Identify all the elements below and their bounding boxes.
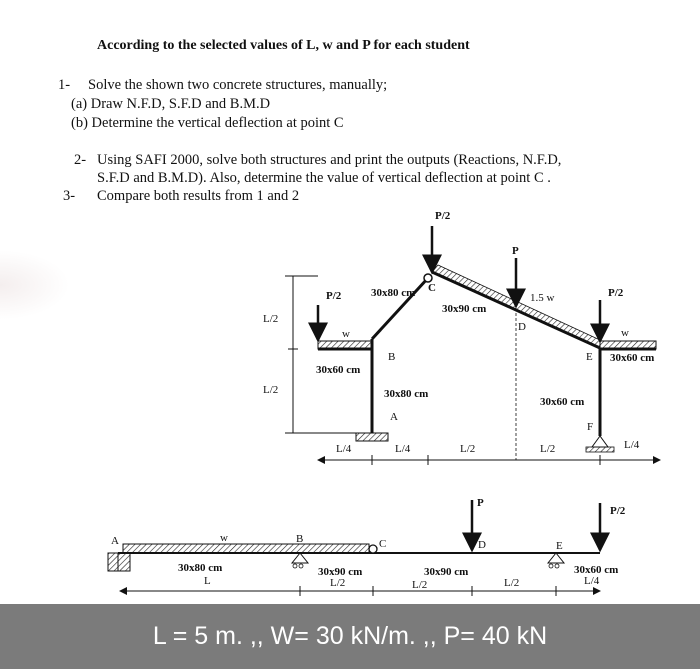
frame-label-p: P [512, 245, 519, 257]
beam-label-len1: L [204, 575, 211, 587]
frame-support-f [592, 436, 608, 447]
frame-label-1-5w: 1.5 w [530, 292, 555, 304]
frame-dim-l2-2: L/2 [540, 443, 556, 455]
beam-label-len4: L/2 [504, 577, 520, 589]
item-1-number: 1- [58, 77, 71, 93]
beam-fixed-support-a [108, 553, 130, 571]
frame-dim-l2-lower: L/2 [263, 384, 279, 396]
item-1-text: Solve the shown two concrete structures, manually; [88, 77, 388, 93]
frame-label-p-half-left: P/2 [326, 290, 342, 302]
frame-label-point-b: B [388, 351, 396, 363]
beam-label-point-c: C [379, 538, 387, 550]
frame-label-p-half-top: P/2 [435, 210, 451, 222]
frame-structure [285, 226, 660, 465]
frame-label-beam-30x60-right: 30x60 cm [610, 352, 655, 364]
frame-dim-l2-upper: L/2 [263, 313, 279, 325]
beam-label-len3: L/2 [412, 579, 428, 591]
beam-label-sec2: 30x90 cm [318, 566, 363, 578]
frame-label-beam-30x90: 30x90 cm [442, 303, 487, 315]
frame-label-col-30x60-right: 30x60 cm [540, 396, 585, 408]
frame-label-point-e: E [586, 351, 593, 363]
frame-label-point-d: D [518, 321, 526, 333]
frame-dim-l4-2: L/4 [395, 443, 411, 455]
frame-label-point-f: F [587, 421, 594, 433]
item-3-text: Compare both results from 1 and 2 [97, 188, 300, 204]
frame-support-f-base [586, 447, 614, 452]
beam-roller-b-wheel-2 [299, 564, 303, 568]
beam-label-sec3: 30x90 cm [424, 566, 469, 578]
beam-hinge-c [369, 545, 377, 553]
document-heading: According to the selected values of L, w and P for each student [97, 38, 470, 53]
beam-roller-e-wheel-2 [555, 564, 559, 568]
frame-label-col-30x80: 30x80 cm [384, 388, 429, 400]
beam-label-p: P [477, 497, 484, 509]
item-3-number: 3- [63, 188, 76, 204]
beam-roller-b [292, 553, 308, 563]
footer-values: L = 5 m. ,, W= 30 kN/m. ,, P= 40 kN [152, 622, 548, 650]
beam-label-point-b: B [296, 533, 304, 545]
frame-label-p-half-right: P/2 [608, 287, 624, 299]
frame-dim-l4-1: L/4 [336, 443, 352, 455]
frame-dim-l2-1: L/2 [460, 443, 476, 455]
beam-label-point-e: E [556, 540, 563, 552]
item-2-number: 2- [74, 152, 87, 168]
beam-label-len2: L/2 [330, 577, 346, 589]
frame-support-a [356, 433, 388, 441]
beam-label-sec1: 30x80 cm [178, 562, 223, 574]
item-2-line1: Using SAFI 2000, solve both structures and print the outputs (Reactions, N.F.D, [97, 152, 562, 168]
frame-label-beam-30x80: 30x80 cm [371, 287, 416, 299]
beam-label-point-a: A [111, 535, 119, 547]
item-2-line2: S.F.D and B.M.D). Also, determine the value of vertical deflection at point C . [97, 170, 551, 186]
beam-label-w: w [220, 532, 228, 544]
frame-label-beam-30x60-left: 30x60 cm [316, 364, 361, 376]
frame-label-w-right: w [621, 327, 629, 339]
frame-label-point-c: C [428, 282, 436, 294]
beam-label-point-d: D [478, 539, 486, 551]
frame-dim-l4-3: L/4 [624, 439, 640, 451]
beam-label-p-half: P/2 [610, 505, 626, 517]
beam-roller-e [548, 553, 564, 563]
frame-hinge-c [424, 274, 432, 282]
beam-label-sec4: 30x60 cm [574, 564, 619, 576]
beam-roller-e-wheel-1 [549, 564, 553, 568]
frame-label-w-left: w [342, 328, 350, 340]
beam-roller-b-wheel-1 [293, 564, 297, 568]
frame-label-point-a: A [390, 411, 398, 423]
beam-label-len5: L/4 [584, 575, 600, 587]
beam-udl [123, 544, 369, 553]
item-1b-text: (b) Determine the vertical deflection at point C [71, 115, 344, 131]
item-1a-text: (a) Draw N.F.D, S.F.D and B.M.D [71, 96, 271, 112]
beam-structure [108, 500, 600, 596]
